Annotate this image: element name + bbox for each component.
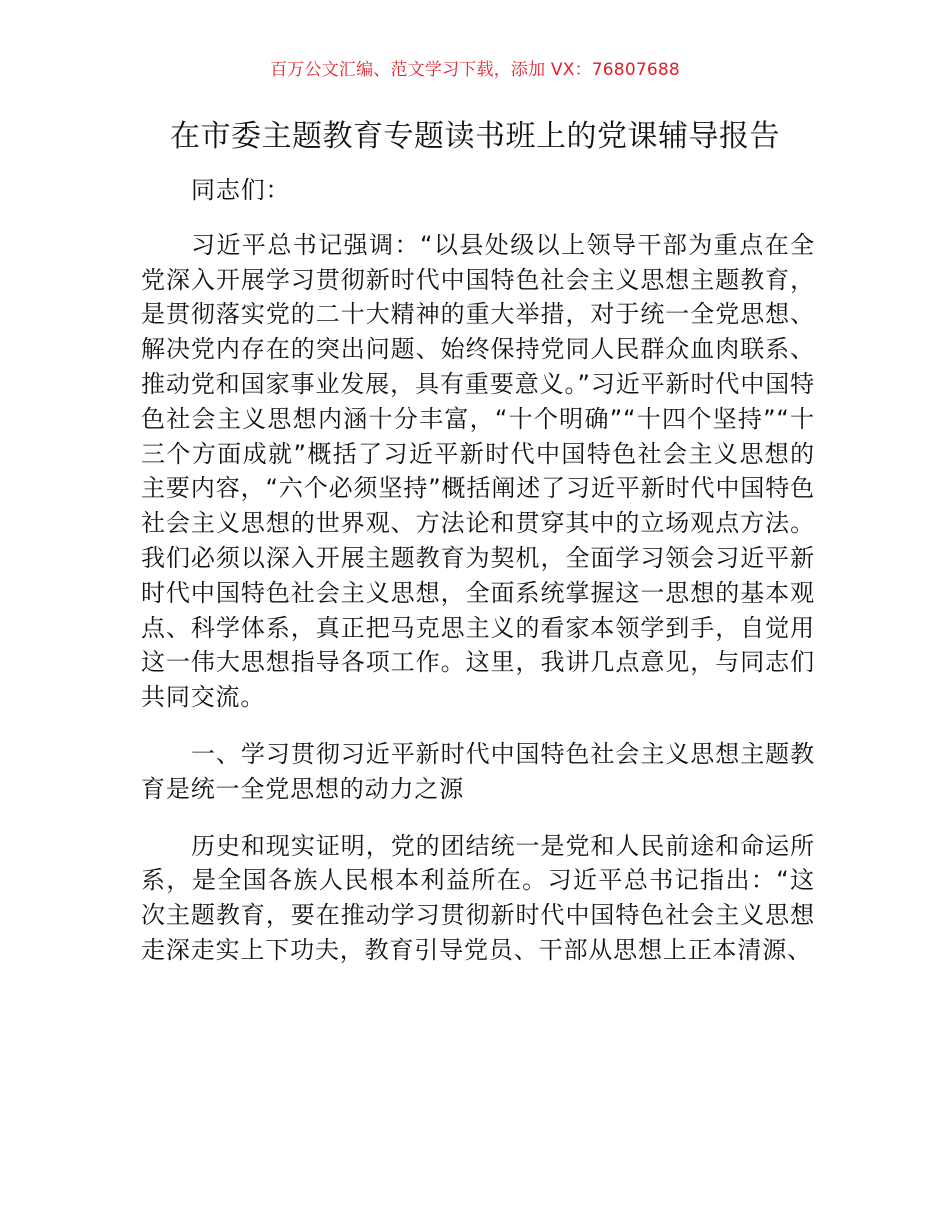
watermark-header: 百万公文汇编、范文学习下载，添加 VX：76807688 bbox=[270, 60, 680, 80]
section-heading-1: 一、学习贯彻习近平新时代中国特色社会主义思想主题教育是统一全党思想的动力之源 bbox=[141, 739, 815, 803]
document-title: 在市委主题教育专题读书班上的党课辅导报告 bbox=[170, 119, 780, 154]
paragraph-intro: 习近平总书记强调：“以县处级以上领导干部为重点在全党深入开展学习贯彻新时代中国特色社会主义思想主题教育，是贯彻落实党的二十大精神的重大举措，对于统一全党思想、解决党内存在的突出问题、始终保持党同人民群众血肉联系、推动党和国家事业发展，具有重要意义。”习近平新时代中国特色社会主义思想内涵十分丰富，“十个明确”“十四个坚持”“十三个方面成就”概括了习近平新时代中国特色社会主义思想的主要内容，“六个必须坚持”概括阐述了习近平新时代中国特色社会主义思想的世界观、方法论和贯穿其中的立场观点方法。我们必须以深入开展主题教育为契机，全面学习领会习近平新时代中国特色社会主义思想，全面系统掌握这一思想的基本观点、科学体系，真正把马克思主义的看家本领学到手，自觉用这一伟大思想指导各项工作。这里，我讲几点意见，与同志们共同交流。 bbox=[141, 230, 815, 712]
document-body bbox=[141, 173, 815, 968]
paragraph-section-1: 历史和现实证明，党的团结统一是党和人民前途和命运所系，是全国各族人民根本利益所在。习近平总书记指出：“这次主题教育，要在推动学习贯彻新时代中国特色社会主义思想走深走实上下功夫，教育引导党员、干部从思想上正本清源、 bbox=[141, 831, 815, 964]
salutation: 同志们： bbox=[191, 176, 291, 204]
